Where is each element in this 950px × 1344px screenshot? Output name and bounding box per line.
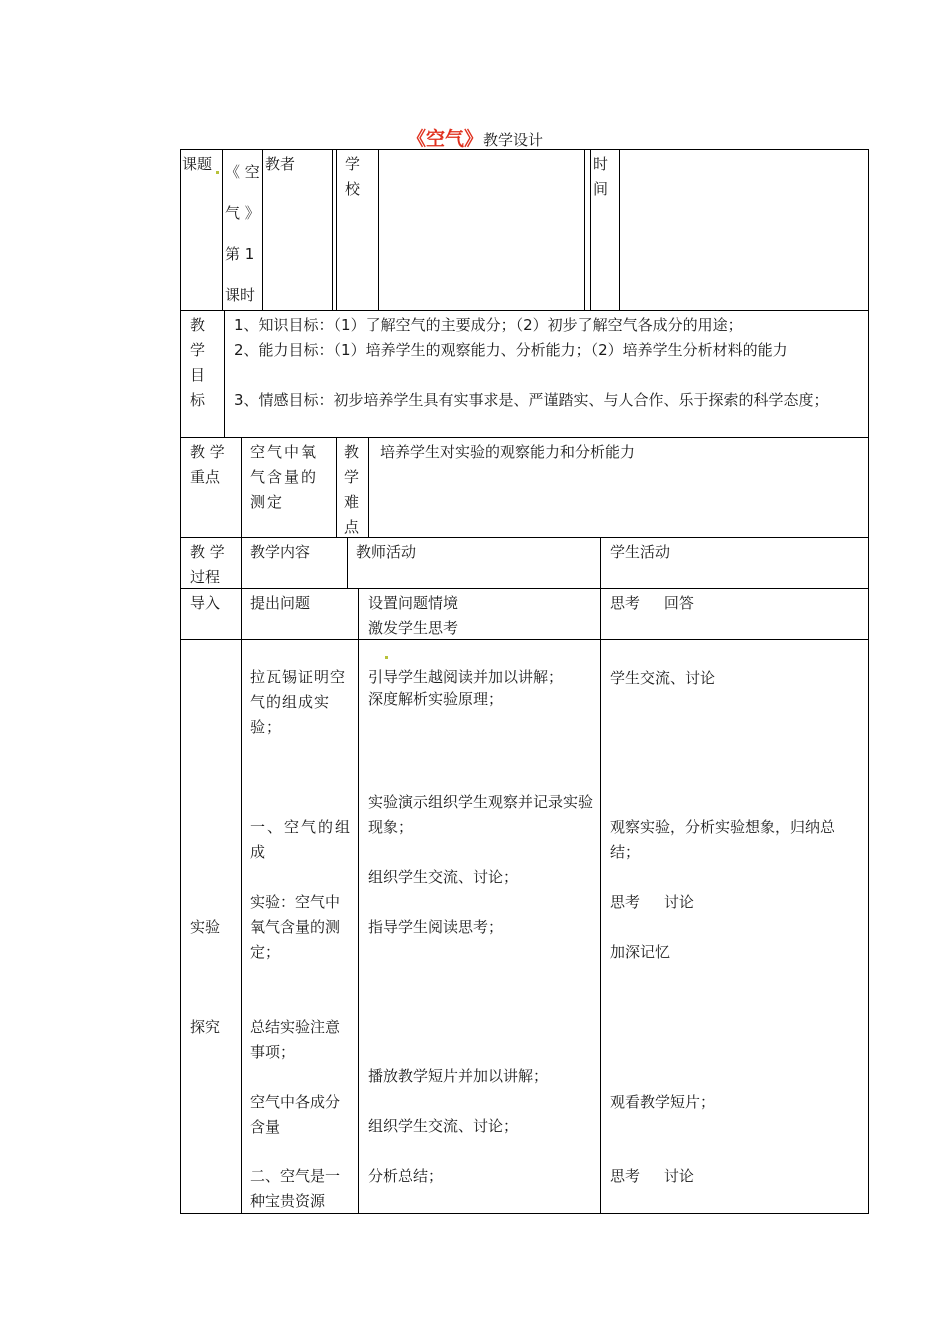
goal-ability: 2、能力目标：（1）培养学生的观察能力、分析能力；（2）培养学生分析材料的能力: [234, 341, 788, 359]
col-divider: [368, 437, 369, 537]
col-header-content: 教学内容: [250, 543, 311, 561]
difficulty-content: 培养学生对实验的观察能力和分析能力: [380, 443, 636, 461]
student-think-2: 思考 讨论: [610, 1167, 694, 1185]
col-header-teacher: 教师活动: [356, 543, 417, 561]
teacher-discuss-2: 组织学生交流、讨论；: [368, 1117, 519, 1135]
goals-label: 教 学 目 标: [190, 316, 206, 409]
key-point-content: 空气中氧气含量的测定: [250, 443, 319, 511]
intro-teacher: 设置问题情境 激发学生思考: [368, 594, 459, 637]
teacher-guide-reading: 引导学生越阅读并加以讲解； 深度解析实验原理；: [368, 668, 564, 708]
student-observe: 观察实验，分析实验想象，归纳总结；: [610, 818, 836, 861]
col-header-student: 学生活动: [610, 543, 671, 561]
experiment-label-top: 实验: [190, 918, 221, 936]
title-sub: 教学设计: [483, 131, 544, 149]
difficulty-label: 教 学 难 点: [344, 443, 360, 536]
student-watch-video: 观看教学短片；: [610, 1093, 716, 1111]
content-resource: 二、空气是一种宝贵资源: [250, 1167, 341, 1210]
teacher-label: 教者: [265, 155, 296, 173]
goal-emotion: 3、情感目标：初步培养学生具有实事求是、严谨踏实、与人合作、乐于探索的科学态度；: [234, 391, 829, 409]
col-divider: [336, 149, 337, 310]
col-divider: [347, 537, 348, 588]
experiment-label-bottom: 探究: [190, 1018, 221, 1036]
col-divider: [358, 588, 359, 1214]
student-memorize: 加深记忆: [610, 943, 671, 961]
teacher-guide-think: 指导学生阅读思考；: [368, 918, 504, 936]
col-divider: [619, 149, 620, 310]
col-divider: [241, 537, 242, 588]
row-divider: [180, 537, 869, 538]
teacher-summary: 分析总结；: [368, 1167, 444, 1185]
key-point-label: 教 学 重点: [190, 443, 225, 486]
col-divider: [262, 149, 263, 310]
col-divider: [590, 149, 591, 310]
intro-content: 提出问题: [250, 594, 311, 612]
content-composition: 一、空气的组成: [250, 818, 353, 861]
teacher-demo: 实验演示组织学生观察并记录实验现象；: [368, 793, 594, 836]
intro-student: 思考 回答: [610, 594, 694, 612]
content-oxygen-test: 实验：空气中氧气含量的测定；: [250, 893, 341, 961]
student-think-1: 思考 讨论: [610, 893, 694, 911]
process-label: 教 学 过程: [190, 543, 225, 586]
content-notes: 总结实验注意事项；: [250, 1018, 341, 1061]
content-lavoisier: 拉瓦锡证明空气的组成实验；: [250, 668, 347, 736]
marker-dot: [216, 171, 219, 174]
school-label: 学 校: [345, 155, 361, 198]
row-divider: [180, 639, 869, 640]
col-divider: [378, 149, 379, 310]
goal-knowledge: 1、知识目标：（1）了解空气的主要成分；（2）初步了解空气各成分的用途；: [234, 316, 743, 334]
col-divider: [224, 310, 225, 437]
col-divider: [241, 437, 242, 537]
col-divider: [336, 437, 337, 537]
row-divider: [180, 588, 869, 589]
title-main: 《空气》: [406, 128, 483, 150]
subject-label: 课题: [182, 155, 213, 173]
col-divider: [600, 537, 601, 588]
col-divider: [241, 588, 242, 1214]
col-divider: [600, 588, 601, 1214]
row-divider: [180, 437, 869, 438]
content-components: 空气中各成分含量: [250, 1093, 341, 1136]
col-divider: [332, 149, 333, 310]
course-name: 《 空 气 》 第 1 课时: [225, 163, 260, 304]
intro-label: 导入: [190, 594, 221, 612]
student-discuss: 学生交流、讨论: [610, 669, 716, 687]
teacher-discuss-1: 组织学生交流、讨论；: [368, 868, 519, 886]
col-divider: [584, 149, 585, 310]
marker-dot: [385, 656, 388, 659]
row-divider: [180, 310, 869, 311]
col-divider: [222, 149, 223, 310]
teacher-video: 播放教学短片并加以讲解；: [368, 1067, 549, 1085]
time-label: 时 间: [593, 155, 609, 198]
